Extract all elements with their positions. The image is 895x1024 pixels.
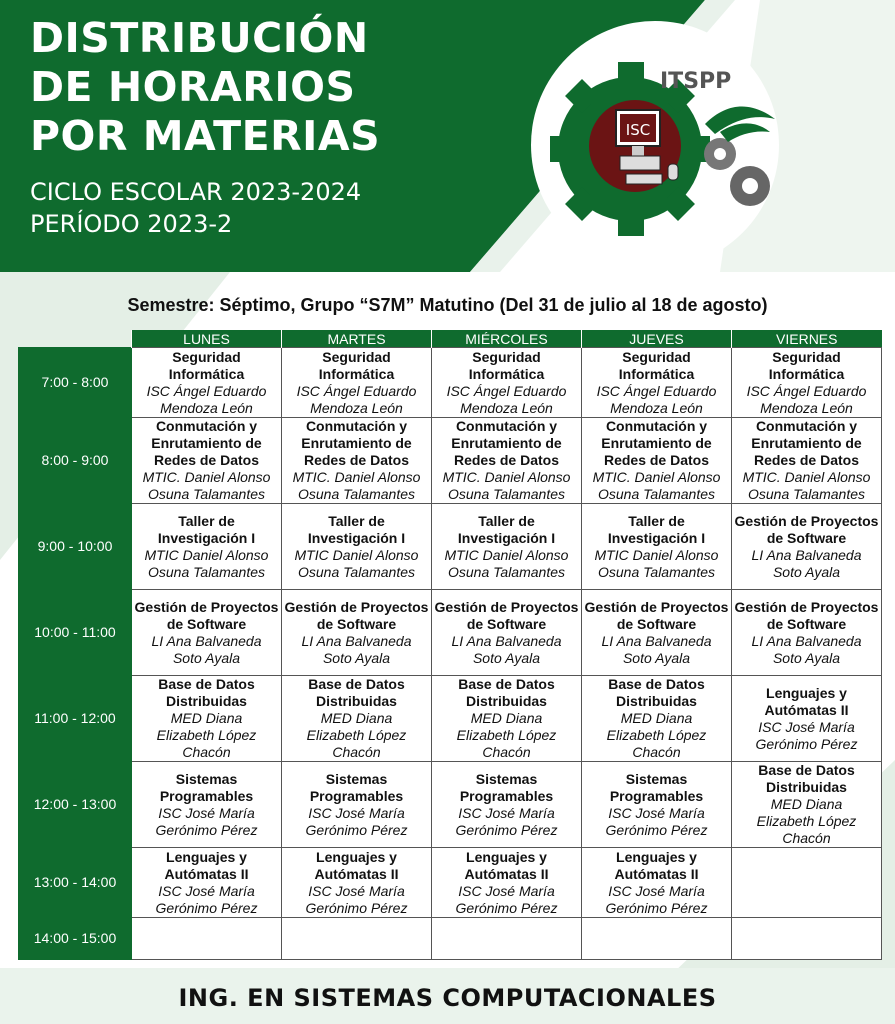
schedule-cell xyxy=(432,504,582,590)
schedule-cell xyxy=(432,848,582,918)
schedule-cell xyxy=(432,590,582,676)
professor-name: Elizabeth López xyxy=(306,727,407,743)
subject-name: Taller de Investigación I xyxy=(307,512,406,546)
professor-name: Soto Ayala xyxy=(322,649,391,666)
schedule-cell xyxy=(282,590,432,676)
time-slot: 7:00 - 8:00 xyxy=(19,348,132,418)
professor-name: Chacón xyxy=(632,744,681,760)
time-slot: 13:00 - 14:00 xyxy=(19,848,132,918)
professor-name: ISC Ángel Eduardo xyxy=(296,382,417,399)
professor-name: Osuna Talamantes xyxy=(298,486,415,502)
professor-name: ISC Ángel Eduardo xyxy=(596,382,717,399)
professor-name: Osuna Talamantes xyxy=(748,486,865,502)
schedule-cell xyxy=(282,848,432,918)
subject-name: Lenguajes y Autómatas II xyxy=(764,684,849,718)
day-header-row xyxy=(19,330,882,348)
schedule-cell xyxy=(732,676,882,762)
professor-name: LI Ana Balvaneda xyxy=(451,632,562,649)
professor-name: Chacón xyxy=(332,744,381,760)
table-row xyxy=(19,504,882,590)
table-row xyxy=(19,762,882,848)
time-slot: 8:00 - 9:00 xyxy=(19,418,132,504)
professor-name: Elizabeth López xyxy=(456,727,557,743)
subject-name: Sistemas Programables xyxy=(159,770,254,804)
header-corner xyxy=(19,330,132,348)
schedule-cell xyxy=(132,848,282,918)
schedule-cell xyxy=(732,348,882,418)
subject-name: Gestión de Proyectos de Software xyxy=(284,598,429,632)
career-footer: ING. EN SISTEMAS COMPUTACIONALES xyxy=(178,984,717,1012)
semester-info: Semestre: Séptimo, Grupo “S7M” Matutino (Del 31 de julio al 18 de agosto) xyxy=(127,295,768,315)
subject-name: Conmutación y Enrutamiento de Redes de Datos xyxy=(751,418,862,468)
professor-name: ISC José María xyxy=(758,718,855,735)
time-slot: 12:00 - 13:00 xyxy=(19,762,132,848)
subject-name: Sistemas Programables xyxy=(309,770,404,804)
table-row xyxy=(19,590,882,676)
day-header-viernes: VIERNES xyxy=(732,330,882,348)
subtitle-period: PERÍODO 2023-2 xyxy=(30,210,233,238)
subject-name: Lenguajes y Autómatas II xyxy=(614,848,699,882)
professor-name: Elizabeth López xyxy=(756,813,857,829)
professor-name: ISC José María xyxy=(308,882,405,899)
professor-name: ISC José María xyxy=(608,882,705,899)
professor-name: Gerónimo Pérez xyxy=(455,821,558,838)
header xyxy=(0,0,895,272)
subject-name: Base de Datos Distribuidas xyxy=(308,676,405,709)
professor-name: MTIC. Daniel Alonso xyxy=(142,469,271,485)
professor-name: ISC José María xyxy=(458,882,555,899)
schedule-cell xyxy=(432,918,582,960)
table-row xyxy=(19,348,882,418)
professor-name: Mendoza León xyxy=(160,399,253,416)
logo-screen-text: ISC xyxy=(625,121,651,139)
subject-name: Taller de Investigación I xyxy=(457,512,556,546)
title-line-3: POR MATERIAS xyxy=(30,112,381,160)
professor-name: MED Diana xyxy=(770,796,843,812)
subject-name: Sistemas Programables xyxy=(459,770,554,804)
subject-name: Gestión de Proyectos de Software xyxy=(434,598,579,632)
schedule-cell xyxy=(732,918,882,960)
schedule-body xyxy=(19,348,882,960)
schedule-cell xyxy=(732,590,882,676)
professor-name: ISC Ángel Eduardo xyxy=(146,382,267,399)
schedule-cell xyxy=(432,418,582,504)
schedule-cell xyxy=(132,918,282,960)
professor-name: Mendoza León xyxy=(460,399,553,416)
schedule-cell xyxy=(132,676,282,762)
title-line-1: DISTRIBUCIÓN xyxy=(30,14,369,62)
subject-name: Taller de Investigación I xyxy=(157,512,256,546)
subject-name: Seguridad Informática xyxy=(468,348,545,382)
professor-name: ISC José María xyxy=(158,804,255,821)
professor-name: Elizabeth López xyxy=(606,727,707,743)
professor-name: Soto Ayala xyxy=(772,649,841,666)
professor-name: Gerónimo Pérez xyxy=(155,821,258,838)
professor-name: Mendoza León xyxy=(310,399,403,416)
schedule-cell xyxy=(282,418,432,504)
subtitle-cycle: CICLO ESCOLAR 2023-2024 xyxy=(30,178,362,206)
subject-name: Base de Datos Distribuidas xyxy=(608,676,705,709)
subject-name: Conmutación y Enrutamiento de Redes de Datos xyxy=(301,418,412,468)
professor-name: LI Ana Balvaneda xyxy=(151,632,262,649)
schedule-cell xyxy=(132,348,282,418)
schedule-cell xyxy=(132,762,282,848)
schedule-cell xyxy=(582,918,732,960)
subject-name: Lenguajes y Autómatas II xyxy=(464,848,549,882)
professor-name: ISC José María xyxy=(608,804,705,821)
day-header-miercoles: MIÉRCOLES xyxy=(432,330,582,348)
professor-name: Chacón xyxy=(782,830,831,846)
time-slot: 9:00 - 10:00 xyxy=(19,504,132,590)
schedule-cell xyxy=(432,348,582,418)
professor-name: MTIC Daniel Alonso xyxy=(294,546,419,563)
professor-name: MTIC. Daniel Alonso xyxy=(442,469,571,485)
professor-name: MED Diana xyxy=(170,710,243,726)
schedule-cell xyxy=(282,676,432,762)
professor-name: Soto Ayala xyxy=(172,649,241,666)
subject-name: Seguridad Informática xyxy=(618,348,695,382)
professor-name: MTIC. Daniel Alonso xyxy=(292,469,421,485)
page-subtitle xyxy=(30,176,361,240)
schedule-cell xyxy=(132,418,282,504)
professor-name: Osuna Talamantes xyxy=(148,486,265,502)
professor-name: Mendoza León xyxy=(610,399,703,416)
subject-name: Gestión de Proyectos de Software xyxy=(134,598,279,632)
professor-name: Chacón xyxy=(482,744,531,760)
professor-name: Gerónimo Pérez xyxy=(155,899,258,916)
professor-name: ISC Ángel Eduardo xyxy=(446,382,567,399)
page-title xyxy=(30,14,380,161)
professor-name: Chacón xyxy=(182,744,231,760)
table-row xyxy=(19,918,882,960)
logo-text: ITSPP xyxy=(660,69,732,94)
schedule-cell xyxy=(432,676,582,762)
professor-name: ISC Ángel Eduardo xyxy=(746,382,867,399)
schedule-cell xyxy=(732,418,882,504)
subject-name: Base de Datos Distribuidas xyxy=(158,676,255,709)
professor-name: LI Ana Balvaneda xyxy=(601,632,712,649)
professor-name: LI Ana Balvaneda xyxy=(751,632,862,649)
professor-name: MTIC. Daniel Alonso xyxy=(592,469,721,485)
subject-name: Seguridad Informática xyxy=(768,348,845,382)
professor-name: Soto Ayala xyxy=(622,649,691,666)
schedule-cell xyxy=(282,348,432,418)
professor-name: Gerónimo Pérez xyxy=(305,821,408,838)
professor-name: MTIC Daniel Alonso xyxy=(144,546,269,563)
professor-name: MED Diana xyxy=(620,710,693,726)
day-header-martes: MARTES xyxy=(282,330,432,348)
subject-name: Taller de Investigación I xyxy=(607,512,706,546)
schedule-cell xyxy=(282,504,432,590)
subject-name: Conmutación y Enrutamiento de Redes de Datos xyxy=(451,418,562,468)
schedule-cell xyxy=(582,504,732,590)
professor-name: MTIC Daniel Alonso xyxy=(444,546,569,563)
professor-name: MTIC Daniel Alonso xyxy=(594,546,719,563)
professor-name: Osuna Talamantes xyxy=(598,563,715,580)
subject-name: Sistemas Programables xyxy=(609,770,704,804)
professor-name: Soto Ayala xyxy=(472,649,541,666)
professor-name: Gerónimo Pérez xyxy=(605,899,708,916)
subject-name: Seguridad Informática xyxy=(318,348,395,382)
professor-name: Gerónimo Pérez xyxy=(605,821,708,838)
professor-name: Osuna Talamantes xyxy=(448,486,565,502)
professor-name: LI Ana Balvaneda xyxy=(751,546,862,563)
schedule-cell xyxy=(282,918,432,960)
professor-name: Gerónimo Pérez xyxy=(755,735,858,752)
professor-name: Elizabeth López xyxy=(156,727,257,743)
schedule-cell xyxy=(282,762,432,848)
time-slot: 14:00 - 15:00 xyxy=(19,918,132,960)
schedule-cell xyxy=(582,848,732,918)
schedule-cell xyxy=(732,848,882,918)
professor-name: MED Diana xyxy=(470,710,543,726)
table-row xyxy=(19,848,882,918)
schedule-cell xyxy=(132,504,282,590)
schedule-cell xyxy=(582,762,732,848)
professor-name: ISC José María xyxy=(458,804,555,821)
professor-name: Mendoza León xyxy=(760,399,853,416)
subject-name: Lenguajes y Autómatas II xyxy=(164,848,249,882)
professor-name: ISC José María xyxy=(158,882,255,899)
time-slot: 11:00 - 12:00 xyxy=(19,676,132,762)
day-header-jueves: JUEVES xyxy=(582,330,732,348)
title-line-2: DE HORARIOS xyxy=(30,63,356,111)
day-header-lunes: LUNES xyxy=(132,330,282,348)
subject-name: Lenguajes y Autómatas II xyxy=(314,848,399,882)
professor-name: Osuna Talamantes xyxy=(298,563,415,580)
subject-name: Conmutación y Enrutamiento de Redes de Datos xyxy=(151,418,262,468)
schedule-cell xyxy=(582,348,732,418)
subject-name: Seguridad Informática xyxy=(168,348,245,382)
table-row xyxy=(19,418,882,504)
subject-name: Gestión de Proyectos de Software xyxy=(734,598,879,632)
professor-name: Gerónimo Pérez xyxy=(305,899,408,916)
schedule-cell xyxy=(132,590,282,676)
professor-name: ISC José María xyxy=(308,804,405,821)
table-row xyxy=(19,676,882,762)
subject-name: Conmutación y Enrutamiento de Redes de Datos xyxy=(601,418,712,468)
subject-name: Base de Datos Distribuidas xyxy=(458,676,555,709)
schedule-cell xyxy=(582,418,732,504)
schedule-cell xyxy=(732,762,882,848)
professor-name: MED Diana xyxy=(320,710,393,726)
professor-name: Osuna Talamantes xyxy=(148,563,265,580)
time-slot: 10:00 - 11:00 xyxy=(19,590,132,676)
professor-name: Osuna Talamantes xyxy=(448,563,565,580)
schedule-cell xyxy=(732,504,882,590)
schedule-cell xyxy=(582,676,732,762)
professor-name: Soto Ayala xyxy=(772,563,841,580)
schedule-table xyxy=(18,330,882,960)
subject-name: Gestión de Proyectos de Software xyxy=(584,598,729,632)
professor-name: Osuna Talamantes xyxy=(598,486,715,502)
professor-name: Gerónimo Pérez xyxy=(455,899,558,916)
subject-name: Base de Datos Distribuidas xyxy=(758,762,855,795)
professor-name: MTIC. Daniel Alonso xyxy=(742,469,871,485)
professor-name: LI Ana Balvaneda xyxy=(301,632,412,649)
schedule-cell xyxy=(582,590,732,676)
schedule-cell xyxy=(432,762,582,848)
subject-name: Gestión de Proyectos de Software xyxy=(734,512,879,546)
isc-logo-icon xyxy=(530,14,780,276)
